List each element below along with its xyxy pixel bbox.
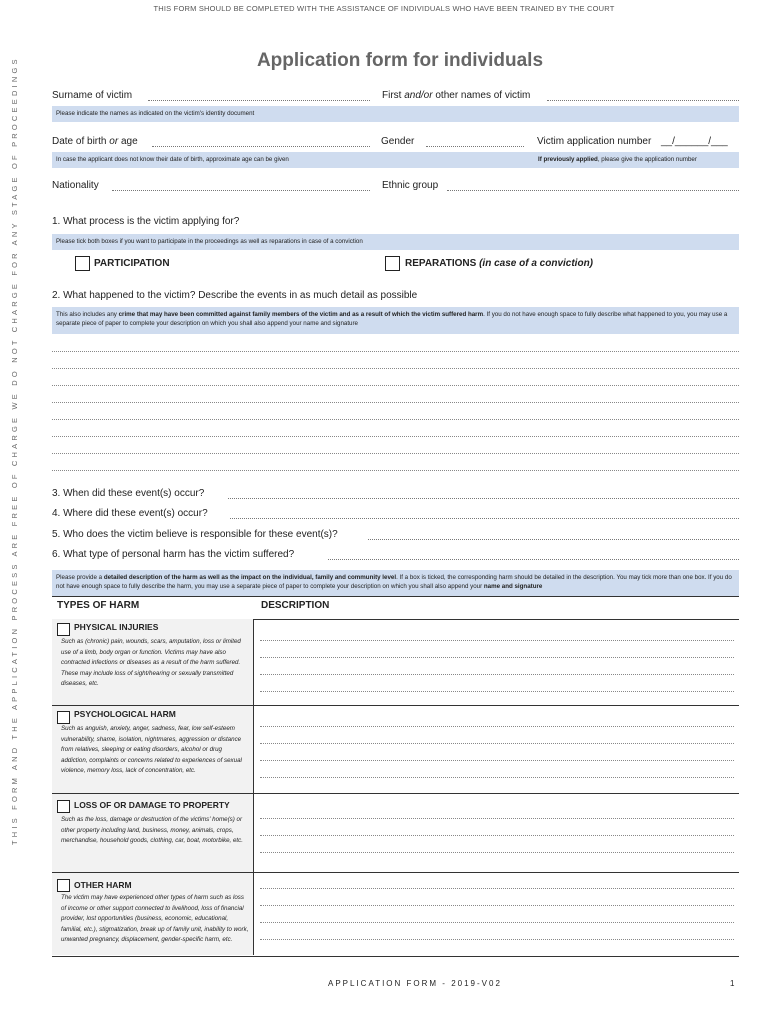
- ethnic-group-label: Ethnic group: [382, 180, 439, 191]
- type-cell: [52, 706, 254, 793]
- description-line[interactable]: [260, 818, 734, 819]
- names-help-band: Please indicate the names as indicated on the victim's identity document: [52, 106, 739, 122]
- q2-answer-line[interactable]: [52, 385, 739, 386]
- q2-answer-line[interactable]: [52, 453, 739, 454]
- q2-answer-line[interactable]: [52, 470, 739, 471]
- q4-field[interactable]: [230, 518, 739, 519]
- q1-label: 1. What process is the victim applying for?: [52, 216, 240, 227]
- property-loss-checkbox[interactable]: [57, 800, 70, 813]
- dob-help-text: In case the applicant does not know their date of birth, approximate age can be given: [56, 156, 289, 163]
- harm-desc: Such as the loss, damage or destruction of the victims' home(s) or other property including land, business, money, animals, crops, merchandise, household goods, clothing, car, boat, motorbike, etc.: [61, 816, 243, 844]
- page-title: Application form for individuals: [256, 50, 544, 71]
- surname-field[interactable]: [148, 100, 370, 101]
- gender-field[interactable]: [426, 146, 524, 147]
- first-names-field[interactable]: [547, 100, 739, 101]
- dob-field[interactable]: [152, 146, 370, 147]
- dob-help-band: [52, 152, 739, 168]
- col-desc-header: DESCRIPTION: [261, 600, 330, 611]
- description-line[interactable]: [260, 905, 734, 906]
- victim-app-number-label: Victim application number: [537, 136, 652, 147]
- description-line[interactable]: [260, 888, 734, 889]
- harm-desc: Such as anguish, anxiety, anger, sadness, fear, low self-esteem vulnerability, shame, isolation, nightmares, aggression or distance from relatives, sleeping or eating disorders, alcohol or drug addiction, complaints or concerns related to experiences of sexual violence, memory loss, lack of concentration, etc.: [61, 725, 242, 774]
- description-line[interactable]: [260, 922, 734, 923]
- q2-answer-line[interactable]: [52, 351, 739, 352]
- description-line[interactable]: [260, 835, 734, 836]
- q6-label: 6. What type of personal harm has the victim suffered?: [52, 549, 295, 560]
- description-line[interactable]: [260, 691, 734, 692]
- q2-label: 2. What happened to the victim? Describe the events in as much detail as possible: [52, 290, 418, 301]
- page-number: 1: [730, 979, 735, 988]
- nationality-field[interactable]: [112, 190, 370, 191]
- q1-help-band: Please tick both boxes if you want to participate in the proceedings as well as reparations in case of a conviction: [52, 234, 739, 250]
- description-line[interactable]: [260, 852, 734, 853]
- description-line[interactable]: [260, 657, 734, 658]
- harm-help-band: Please provide a detailed description of the harm as well as the impact on the individual, family and community level. If a box is ticked, the corresponding harm should be detailed in the description. You may tick more than one box. If you do not have enough space to fully describe the harm, you may use a separate piece of paper to complete your description on which you shall also append your name and signature: [52, 570, 739, 596]
- description-line[interactable]: [260, 777, 734, 778]
- nationality-label: Nationality: [52, 180, 99, 191]
- description-line[interactable]: [260, 939, 734, 940]
- harm-row-other: [52, 873, 739, 955]
- description-line[interactable]: [260, 726, 734, 727]
- col-types-header: TYPES OF HARM: [57, 600, 140, 611]
- q2-answer-line[interactable]: [52, 436, 739, 437]
- q2-help-band: This also includes any crime that may have been committed against family members of the victim and as a result of which the victim suffered harm. If you do not have enough space to fully describe what happened to you, you may use a separate piece of paper to complete your description on which you shall also append your name and signature: [52, 307, 739, 334]
- harm-table: [52, 596, 739, 957]
- participation-checkbox[interactable]: [75, 256, 90, 271]
- app-number-help: If previously applied, please give the application number: [538, 156, 697, 163]
- footer-label: APPLICATION FORM - 2019-V02: [328, 979, 502, 988]
- q5-label: 5. Who does the victim believe is responsible for these event(s)?: [52, 529, 338, 540]
- q5-field[interactable]: [368, 539, 739, 540]
- q2-answer-line[interactable]: [52, 419, 739, 420]
- type-cell: [52, 619, 254, 705]
- q3-label: 3. When did these event(s) occur?: [52, 488, 205, 499]
- description-line[interactable]: [260, 760, 734, 761]
- q4-label: 4. Where did these event(s) occur?: [52, 508, 208, 519]
- q3-field[interactable]: [228, 498, 739, 499]
- description-line[interactable]: [260, 674, 734, 675]
- harm-title: PHYSICAL INJURIES: [74, 622, 159, 632]
- type-cell: [52, 873, 254, 955]
- harm-table-header: [52, 596, 739, 620]
- physical-injuries-checkbox[interactable]: [57, 623, 70, 636]
- description-line[interactable]: [260, 640, 734, 641]
- harm-row-physical: [52, 619, 739, 706]
- victim-app-number-field[interactable]: __/______/___: [661, 136, 728, 147]
- harm-desc: Such as (chronic) pain, wounds, scars, amputation, loss or limited use of a limb, body organ or function. Victims may have also contracted infections or diseases as a result of the harm suffered. These may include loss of sight/hearing or sexually transmitted diseases, etc.: [61, 638, 241, 687]
- q2-answer-line[interactable]: [52, 402, 739, 403]
- q6-field[interactable]: [328, 559, 739, 560]
- participation-label: PARTICIPATION: [94, 258, 170, 269]
- top-note: THIS FORM SHOULD BE COMPLETED WITH THE ASSISTANCE OF INDIVIDUALS WHO HAVE BEEN TRAINED BY THE COURT: [153, 4, 615, 13]
- reparations-checkbox[interactable]: [385, 256, 400, 271]
- side-note: THIS FORM AND THE APPLICATION PROCESS ARE FREE OF CHARGE WE DO NOT CHARGE FOR ANY STAGE OF PROCEEDINGS: [10, 56, 19, 845]
- type-cell: [52, 794, 254, 872]
- surname-label: Surname of victim: [52, 90, 133, 101]
- psychological-harm-checkbox[interactable]: [57, 711, 70, 724]
- q2-answer-line[interactable]: [52, 368, 739, 369]
- harm-title: OTHER HARM: [74, 880, 132, 890]
- harm-row-property: [52, 794, 739, 873]
- first-names-label: First and/or other names of victim: [382, 90, 531, 101]
- gender-label: Gender: [381, 136, 415, 147]
- ethnic-group-field[interactable]: [447, 190, 739, 191]
- reparations-label: REPARATIONS (in case of a conviction): [405, 258, 594, 269]
- harm-title: LOSS OF OR DAMAGE TO PROPERTY: [74, 800, 230, 810]
- description-line[interactable]: [260, 743, 734, 744]
- harm-row-psychological: [52, 706, 739, 794]
- harm-title: PSYCHOLOGICAL HARM: [74, 709, 176, 719]
- other-harm-checkbox[interactable]: [57, 879, 70, 892]
- dob-label: Date of birth or age: [52, 136, 138, 147]
- harm-desc: The victim may have experienced other types of harm such as loss of income or other support connected to livelihood, loss of financial provider, lost opportunities (business, economic, educational, familial, etc.), stigmatization, break up of family unit, inability to work, unwanted pregnancy, displacement, gender-specific harm, etc.: [61, 894, 249, 943]
